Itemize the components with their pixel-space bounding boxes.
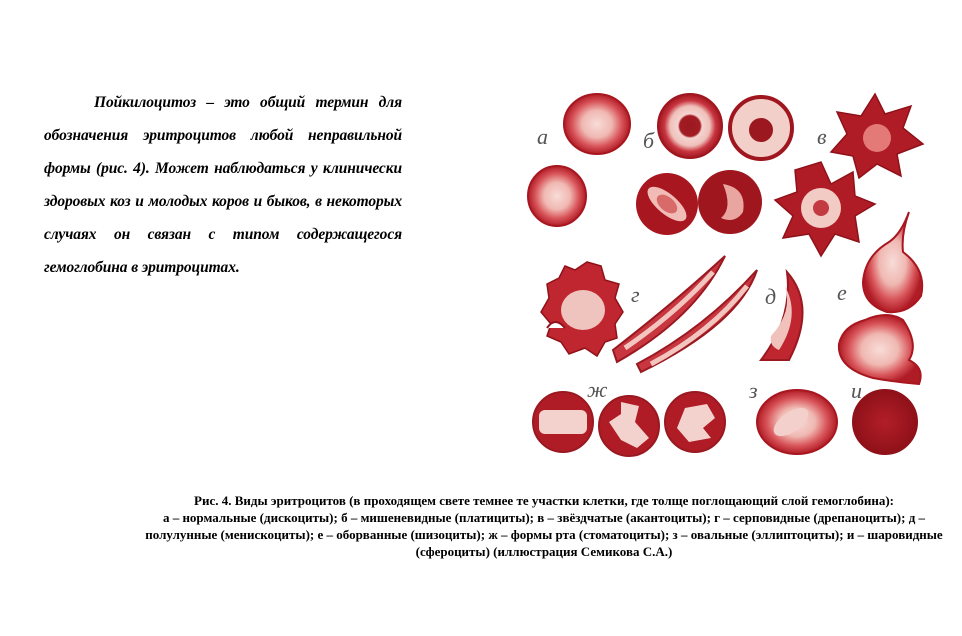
cell-spherocyte [853,390,917,454]
cell-schistocyte-1 [863,212,922,312]
label-i: и [851,378,862,403]
cell-acanthocyte-1-center [863,124,891,152]
cell-normal-1 [564,94,630,154]
label-z: з [749,378,758,403]
figure-caption [140,492,948,560]
cell-target-2-center [749,118,773,142]
intro-paragraph [44,86,402,284]
cell-schistocyte-2 [839,315,921,384]
intro-term: Пойкилоцитоз [94,94,197,111]
cell-sickle-crenated-center [561,290,605,330]
label-g: г [631,282,640,307]
cell-normal-2 [528,166,586,226]
label-a: а [537,124,548,149]
cell-acanthocyte-2-center [813,200,829,216]
cell-target-1 [658,94,722,158]
label-zh: ж [587,377,608,402]
label-v: в [817,124,827,149]
erythrocyte-illustration [525,92,933,472]
cell-stomatocyte-1-mouth [539,410,587,434]
label-d: д [765,284,777,309]
intro-text: – это общий термин для обозначения эритроцитов любой неправильной формы (рис. 4). Может наблюдаться у клинически здоровых коз и молодых коров и быков, в некоторых случаях он связан с типом содержащегося гемоглобина в эритроцитах. [44,94,402,276]
caption-title: Рис. 4. Виды эритроцитов (в проходящем свете темнее те участки клетки, где толще поглощающий слой гемоглобина): [194,493,894,508]
erythrocyte-figure-svg [525,92,933,472]
label-b: б [643,128,655,153]
caption-legend: а – нормальные (дискоциты); б – мишеневидные (платициты); в – звёздчатые (акантоциты); г – серповидные (дрепаноциты); д – полулунные (менискоциты); е – оборванные (шизоциты); ж – формы рта (стоматоциты); з – овальные (эллиптоциты); и – шаровидные (сфероциты) (иллюстрация Семикова С.А.) [145,510,943,559]
label-e: е [837,280,847,305]
